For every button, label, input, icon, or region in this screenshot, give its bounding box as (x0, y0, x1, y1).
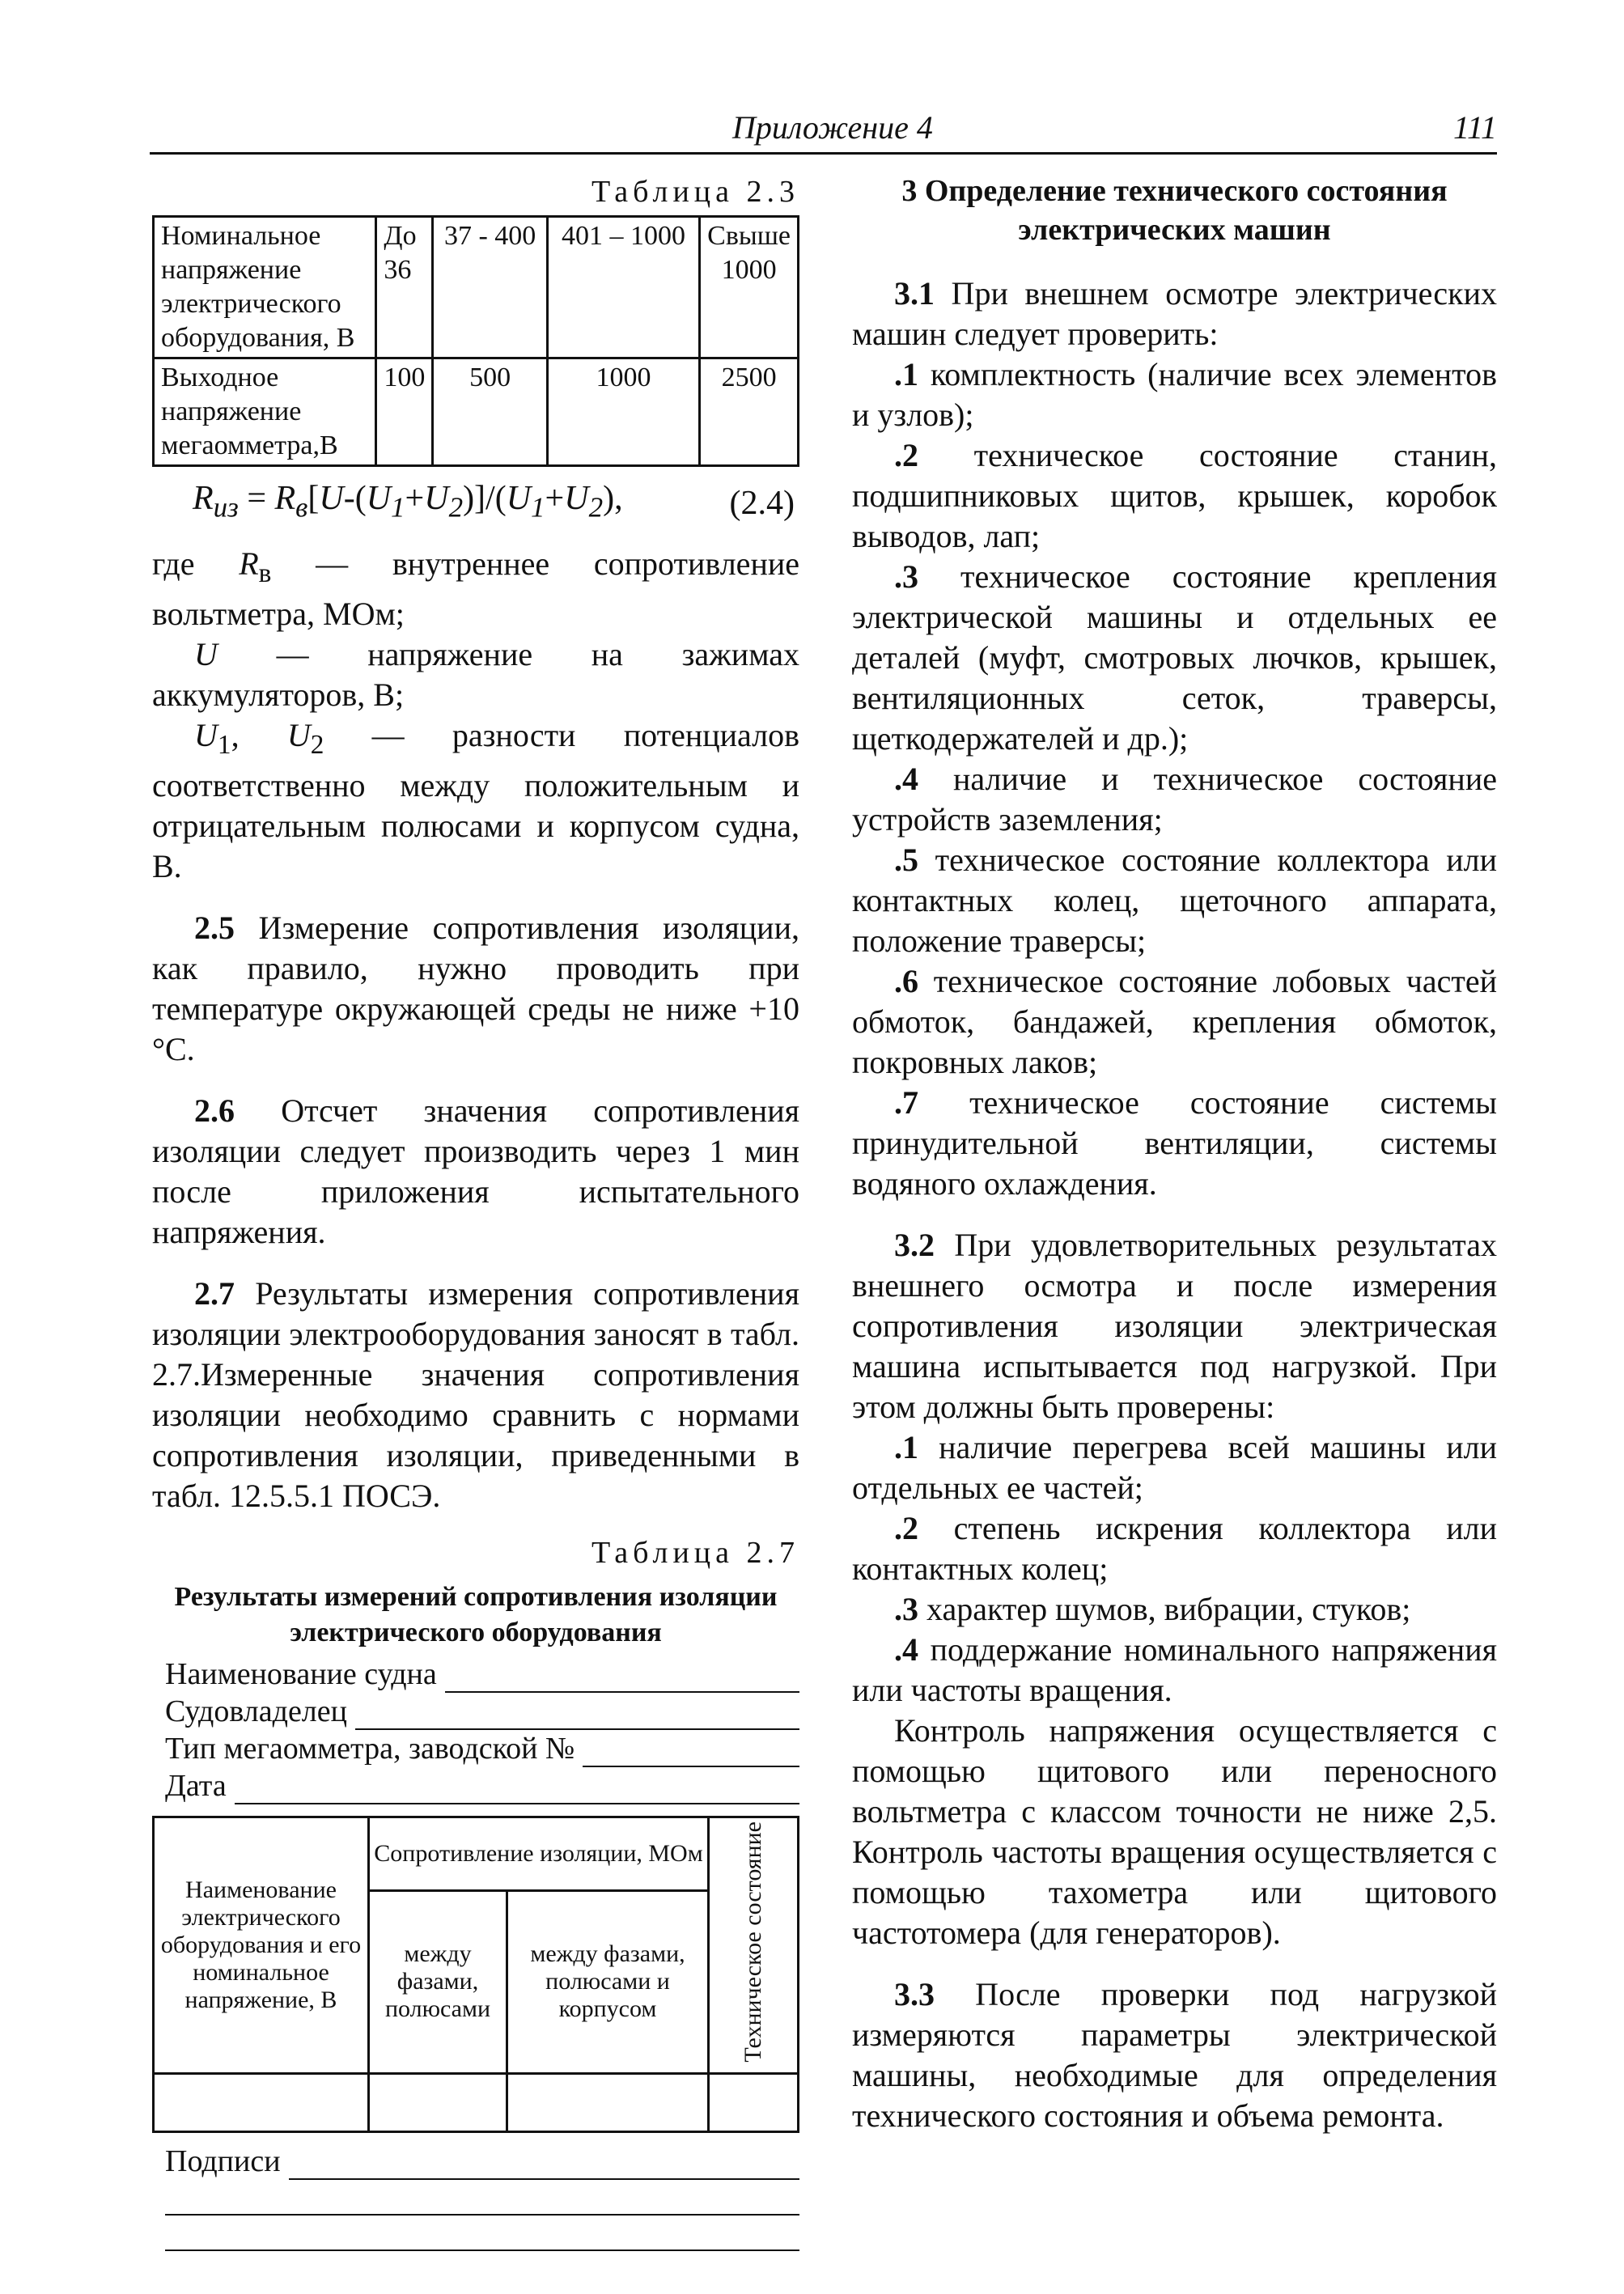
signature-field[interactable] (289, 2149, 799, 2180)
formula-expression: $R_{из} = R_в[U-(U_1+U_2)]/(U_1+U_2)$, (193, 480, 623, 524)
header-phases-body: между фазами, полюсами и корпусом (507, 1890, 709, 2073)
list-item: .4 наличие и техническое состояние устройств заземления; (852, 761, 1497, 837)
form-megger-line: Тип мегаомметра, заводской № (165, 1730, 799, 1767)
paragraph-2-7: 2.7 Результаты измерения сопротивления изоляции электрооборудования заносят в табл. 2.7.Измеренные значения сопротивления изоляции необходимо сравнить с нормами сопротивления изоляции, приведенными в табл. 12.5.5.1 ПОСЭ. (152, 1275, 799, 1515)
table-2-3-caption: Таблица 2.3 (591, 175, 799, 209)
list-item: .3 техническое состояние крепления электрической машины и отдельных ее деталей (муфт, смотровых лючков, крышек, вентиляционных сеток, траверсы, щеткодержателей и др.); (852, 558, 1497, 757)
list-item: .1 комплектность (наличие всех элементов и узлов); (852, 356, 1497, 433)
table-row (154, 217, 799, 358)
table-cell: Свыше 1000 (700, 217, 799, 358)
list-item: .1 наличие перегрева всей машины или отдельных ее частей; (852, 1429, 1497, 1506)
header-tech-state: Техническое состояние (709, 1817, 799, 2074)
table-2-7-caption: Таблица 2.7 (591, 1536, 799, 1571)
date-field[interactable] (235, 1774, 799, 1804)
paragraph-2-6: 2.6 Отсчет значения сопротивления изоляции следует производить через 1 мин после приложения испытательного напряжения. (152, 1092, 799, 1251)
where-rv: где $R_в$ — внутреннее сопротивление вольтметра, МОм; (152, 545, 800, 633)
where-u: U — напряжение на зажимах аккумуляторов, В; (152, 636, 799, 714)
table-cell: До 36 (376, 217, 433, 358)
right-column (852, 172, 1497, 2136)
list-item: .2 техническое состояние станин, подшипниковых щитов, крышек, коробок выводов, лап; (852, 437, 1497, 554)
list-item: .2 степень искрения коллектора или контактных колец; (852, 1510, 1497, 1587)
left-column (152, 172, 799, 2251)
form-owner-line: Судовладелец (165, 1693, 799, 1730)
paragraph-3-1: 3.1 При внешнем осмотре электрических машин следует проверить: (852, 275, 1497, 352)
list-3-2 (852, 1427, 1497, 1711)
signature-line-2[interactable] (165, 2180, 799, 2216)
formula-2-4 (152, 478, 799, 528)
table-cell[interactable] (369, 2074, 507, 2132)
section-3-title: 3 Определение технического состояния электрических машин (901, 174, 1448, 247)
table-cell: 100 (376, 358, 433, 466)
owner-field[interactable] (355, 1699, 799, 1730)
table-cell: 2500 (700, 358, 799, 466)
list-item: .7 техническое состояние системы принудительной вентиляции, системы водяного охлаждения. (852, 1084, 1497, 1202)
header-equipment: Наименование электрического оборудования и его номинальное напряжение, В (154, 1817, 369, 2074)
paragraph-control: Контроль напряжения осуществляется с помощью щитового или переносного вольтметра с классом точности не ниже 2,5. Контроль частоты вращения осуществляется с помощью тахометра или щитового частотомера (для генераторов). (852, 1712, 1497, 1951)
table-cell[interactable] (709, 2074, 799, 2132)
list-item: .4 поддержание номинального напряжения или частоты вращения. (852, 1631, 1497, 1708)
list-item: .5 техническое состояние коллектора или контактных колец, щеточного аппарата, положение траверсы; (852, 842, 1497, 959)
vessel-field[interactable] (445, 1662, 799, 1693)
form-date-line: Дата (165, 1767, 799, 1804)
header-between-phases: между фазами, полюсами (369, 1890, 507, 2073)
table-cell: Номинальное напряжение электрического оборудования, В (154, 217, 376, 358)
table-cell: 500 (433, 358, 547, 466)
table-2-3 (152, 215, 799, 467)
signatures-line: Подписи (165, 2143, 799, 2180)
paragraph-3-2: 3.2 При удовлетворительных результатах внешнего осмотра и после измерения сопротивления изоляции электрическая машина испытывается под нагрузкой. При этом должны быть проверены: (852, 1227, 1497, 1425)
list-item: .3 характер шумов, вибрации, стуков; (894, 1591, 1411, 1627)
paragraph-2-5: 2.5 Измерение сопротивления изоляции, как правило, нужно проводить при температуре окружающей среды не ниже +10 °С. (152, 910, 799, 1068)
table-cell[interactable] (154, 2074, 369, 2132)
page-number: 111 (1452, 109, 1497, 146)
table-cell: 401 – 1000 (547, 217, 699, 358)
table-cell: 37 - 400 (433, 217, 547, 358)
table-cell: 1000 (547, 358, 699, 466)
where-u1-u2: $U_1$, $U_2$ — разности потенциалов соответственно между положительным и отрицательным полюсами и корпусом судна, В. (152, 717, 799, 885)
signature-line-3[interactable] (165, 2216, 799, 2251)
header-rule (150, 152, 1497, 155)
table-header-row (154, 1817, 799, 1890)
megger-field[interactable] (583, 1736, 799, 1767)
list-item: .6 техническое состояние лобовых частей обмоток, бандажей, крепления обмоток, покровных лаков; (852, 963, 1497, 1080)
paragraph-3-3: 3.3 После проверки под нагрузкой измеряются параметры электрической машины, необходимые для определения технического состояния и объема ремонта. (852, 1976, 1497, 2134)
header-resistance: Сопротивление изоляции, МОм (369, 1817, 709, 1890)
table-2-7 (152, 1816, 799, 2133)
table-row (154, 358, 799, 466)
running-header (150, 107, 1497, 149)
form-vessel-line: Наименование судна (165, 1656, 799, 1693)
formula-number: (2.4) (729, 484, 795, 522)
table-row (154, 2074, 799, 2132)
table-2-7-title: Результаты измерений сопротивления изоляции электрического оборудования (174, 1582, 778, 1648)
table-cell[interactable] (507, 2074, 709, 2132)
table-cell: Выходное напряжение мегаомметра,В (154, 358, 376, 466)
list-3-1 (852, 354, 1497, 1204)
header-title: Приложение 4 (732, 109, 933, 146)
